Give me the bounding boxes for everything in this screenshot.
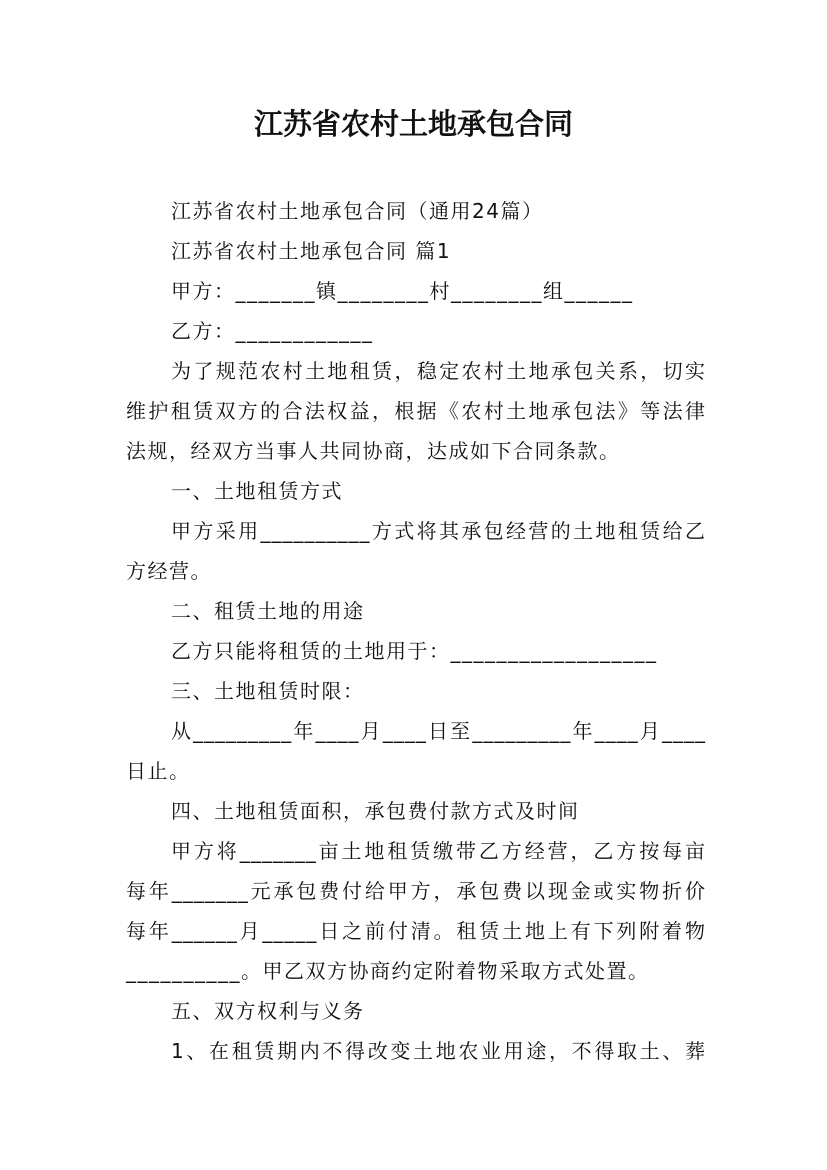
document-title: 江苏省农村土地承包合同 <box>253 107 573 141</box>
paragraph-line: 乙方：____________ <box>171 319 374 343</box>
section-heading: 五、双方权利与义务 <box>171 999 365 1023</box>
paragraph-line: 从_________年____月____日至_________年____月____ <box>171 719 706 743</box>
paragraph-line: 方经营。 <box>126 559 212 583</box>
paragraph-line: 为了规范农村土地租赁，稳定农村土地承包关系，切实 <box>171 359 706 383</box>
paragraph-line: 法规，经双方当事人共同协商，达成如下合同条款。 <box>126 439 621 463</box>
document-body <box>126 191 706 1071</box>
paragraph-line: 每年_______元承包费付给甲方，承包费以现金或实物折价 <box>126 879 706 903</box>
paragraph-line: 江苏省农村土地承包合同（通用24篇） <box>171 199 544 223</box>
paragraph-line: 甲方：_______镇________村________组______ <box>171 279 634 303</box>
paragraph-line: 甲方采用__________方式将其承包经营的土地租赁给乙 <box>171 519 706 543</box>
section-heading: 一、土地租赁方式 <box>171 479 343 503</box>
paragraph-line: 甲方将_______亩土地租赁缴带乙方经营，乙方按每亩 <box>171 839 706 863</box>
paragraph-line: 每年______月_____日之前付清。租赁土地上有下列附着物 <box>126 919 706 943</box>
section-heading: 四、土地租赁面积，承包费付款方式及时间 <box>171 799 580 823</box>
section-heading: 三、土地租赁时限： <box>171 679 365 703</box>
section-heading: 二、租赁土地的用途 <box>171 599 365 623</box>
paragraph-line: 日止。 <box>126 759 191 783</box>
paragraph-line: 1、在租赁期内不得改变土地农业用途，不得取土、葬 <box>171 1039 706 1063</box>
paragraph-line: __________。甲乙双方协商约定附着物采取方式处置。 <box>126 959 650 983</box>
paragraph-line: 乙方只能将租赁的土地用于：__________________ <box>171 639 658 663</box>
paragraph-line: 江苏省农村土地承包合同 篇1 <box>171 239 452 263</box>
paragraph-line: 维护租赁双方的合法权益，根据《农村土地承包法》等法律 <box>126 399 706 423</box>
